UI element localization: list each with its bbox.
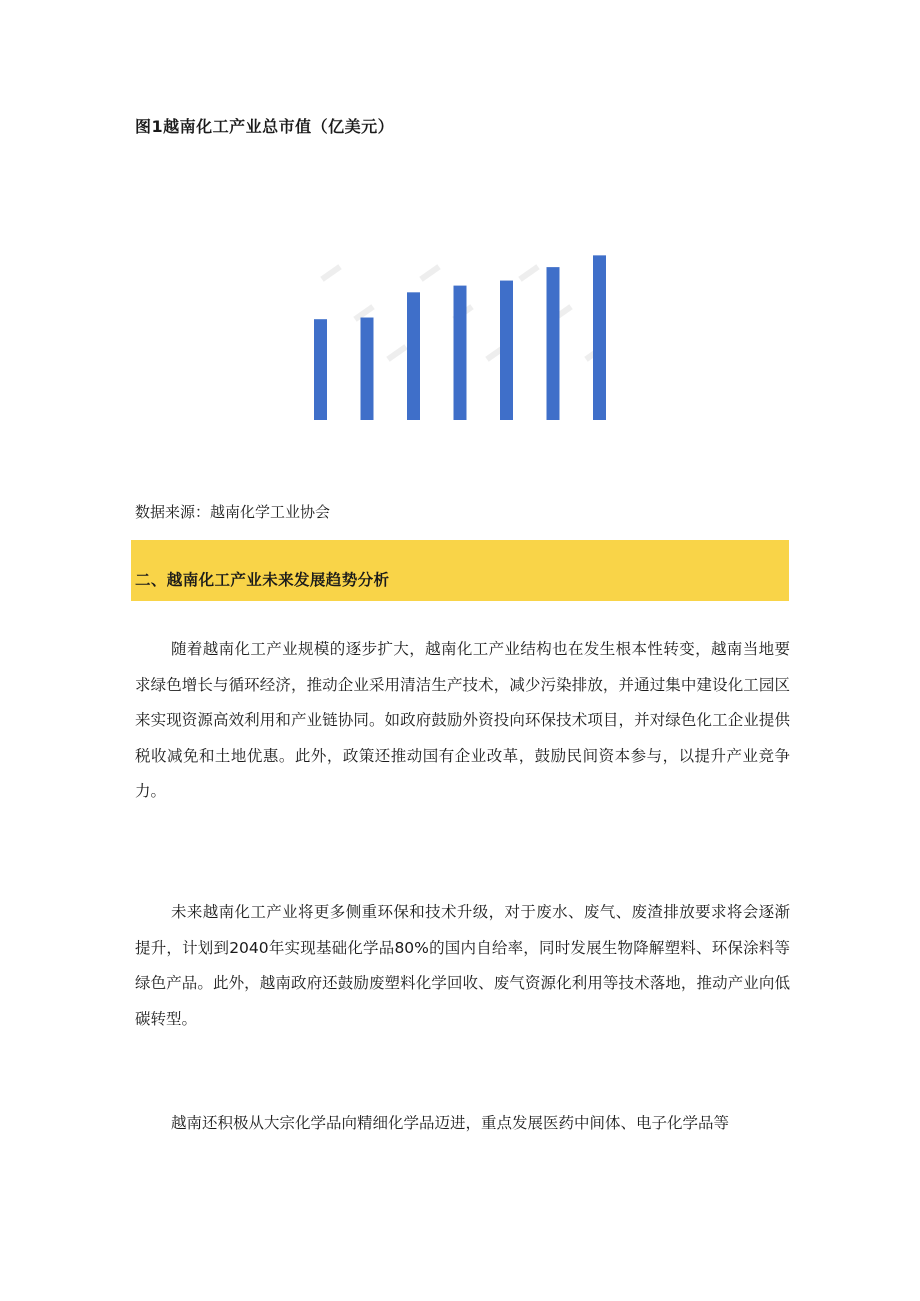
watermark-stroke	[386, 344, 407, 362]
bar-7	[593, 255, 606, 420]
watermark-stroke	[518, 264, 539, 282]
watermark-stroke	[419, 264, 440, 282]
watermark-stroke	[320, 264, 341, 282]
paragraph-1: 随着越南化工产业规模的逐步扩大，越南化工产业结构也在发生根本性转变，越南当地要求绿色增长与循环经济，推动企业采用清洁生产技术，减少污染排放，并通过集中建设化工园区来实现资源高效利用和产业链协同。如政府鼓励外资投向环保技术项目，并对绿色化工企业提供税收减免和土地优惠。此外，政策还推动国有企业改革，鼓励民间资本参与，以提升产业竞争力。	[135, 640, 790, 800]
bar-chart-svg	[310, 250, 610, 422]
figure-source: 数据来源：越南化学工业协会	[135, 503, 331, 521]
bar-2	[361, 318, 374, 420]
bar-chart	[310, 250, 610, 422]
paragraph-2: 未来越南化工产业将更多侧重环保和技术升级，对于废水、废气、废渣排放要求将会逐渐提升，计划到2040年实现基础化学品80%的国内自给率，同时发展生物降解塑料、环保涂料等绿色产品。此外，越南政府还鼓励废塑料化学回收、废气资源化利用等技术落地，推动产业向低碳转型。	[135, 903, 790, 1028]
bar-4	[454, 286, 467, 420]
bar-1	[314, 319, 327, 420]
bar-6	[547, 267, 560, 420]
paragraph-3: 越南还积极从大宗化学品向精细化学品迈进，重点发展医药中间体、电子化学品等	[171, 1114, 730, 1132]
figure-title: 图1越南化工产业总市值（亿美元）	[135, 117, 395, 136]
section-header-band	[131, 540, 789, 601]
bar-3	[407, 292, 420, 420]
section-title: 二、越南化工产业未来发展趋势分析	[135, 571, 390, 589]
bar-5	[500, 281, 513, 420]
chart-bars	[314, 255, 606, 420]
